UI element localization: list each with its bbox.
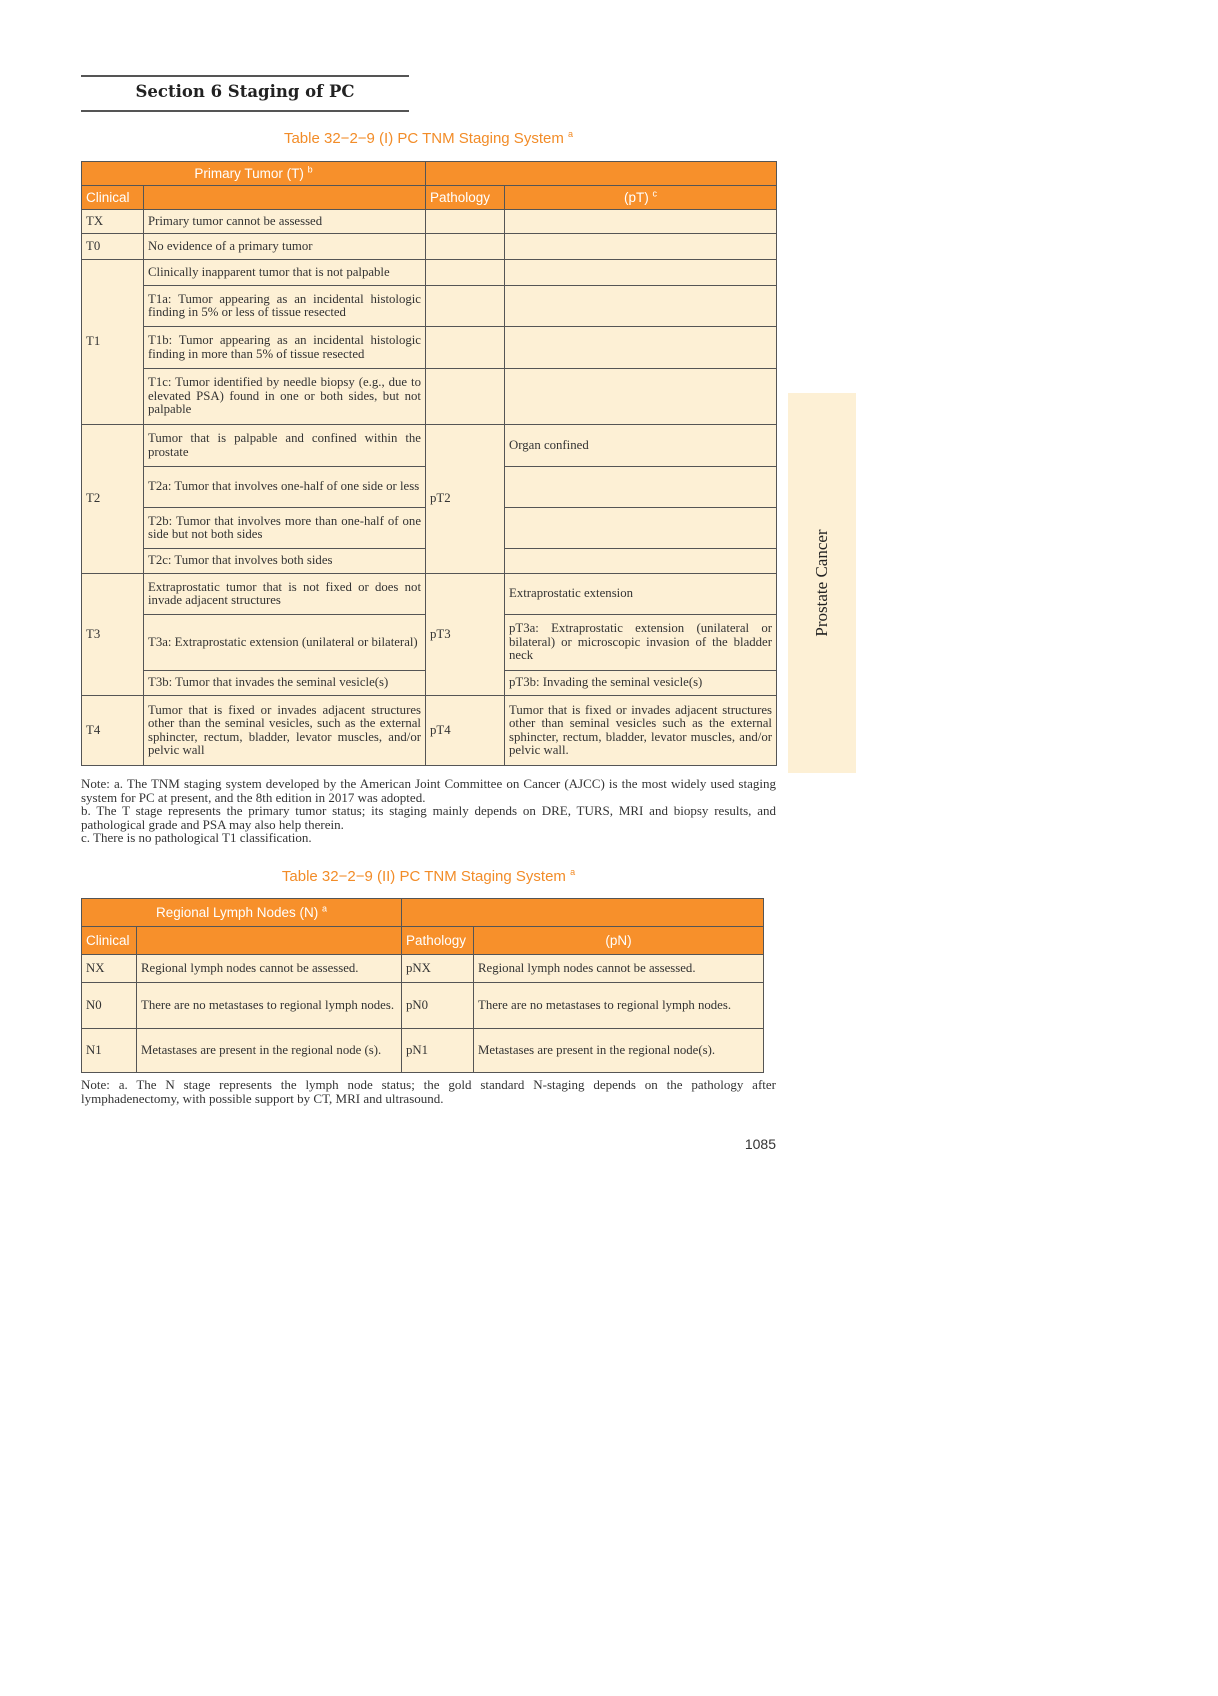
empty-cell	[505, 234, 777, 260]
pdesc-cell: pT3a: Extraprostatic extension (unilateral or bilateral) or microscopic invasion of the bladder neck	[505, 615, 777, 671]
table2-col-pn: (pN)	[474, 927, 764, 955]
desc-cell: T2c: Tumor that involves both sides	[144, 549, 426, 574]
empty-cell	[505, 467, 777, 508]
table1-col-clinical: Clinical	[82, 186, 144, 210]
pstage-cell: pT2	[426, 425, 505, 574]
table1-caption	[81, 130, 776, 147]
table1-caption-sup: a	[568, 129, 574, 139]
empty-cell	[505, 508, 777, 549]
table1-col-blank	[144, 186, 426, 210]
table-row	[82, 327, 777, 369]
empty-cell	[505, 549, 777, 574]
desc-cell: T1c: Tumor identified by needle biopsy (e.g., due to elevated PSA) found in one or both sides, but not palpable	[144, 369, 426, 425]
empty-cell	[426, 210, 505, 234]
note-line: c. There is no pathological T1 classification.	[81, 830, 312, 845]
desc-cell: Primary tumor cannot be assessed	[144, 210, 426, 234]
pdesc-cell: Metastases are present in the regional node(s).	[474, 1029, 764, 1073]
table2-header-top-row	[82, 899, 764, 927]
table-row	[82, 696, 777, 766]
table2-caption-sup: a	[570, 867, 576, 877]
table2-n-staging	[81, 898, 764, 1073]
chapter-side-tab-label: Prostate Cancer	[812, 529, 831, 637]
table1-col-pt: (pT) $^c$	[505, 186, 777, 210]
section-title: Section 6 Staging of PC	[135, 82, 355, 101]
desc-cell: Regional lymph nodes cannot be assessed.	[137, 955, 402, 983]
pstage-cell: pT4	[426, 696, 505, 766]
empty-cell	[505, 327, 777, 369]
table1-header-row	[82, 186, 777, 210]
pdesc-cell: Extraprostatic extension	[505, 574, 777, 615]
table-row	[82, 234, 777, 260]
table1-t-staging	[81, 161, 777, 766]
empty-cell	[426, 369, 505, 425]
table-row	[82, 260, 777, 286]
table2-header-blank	[402, 899, 764, 927]
pstage-cell: pN1	[402, 1029, 474, 1073]
desc-cell: T1a: Tumor appearing as an incidental histologic finding in 5% or less of tissue resected	[144, 286, 426, 327]
stage-cell: NX	[82, 955, 137, 983]
empty-cell	[426, 327, 505, 369]
pstage-cell: pT3	[426, 574, 505, 696]
stage-cell: T3	[82, 574, 144, 696]
table2-header-lymph-nodes: Regional Lymph Nodes (N) $^a$	[82, 899, 402, 927]
stage-cell: TX	[82, 210, 144, 234]
empty-cell	[426, 260, 505, 286]
desc-cell: Metastases are present in the regional node (s).	[137, 1029, 402, 1073]
table-row	[82, 286, 777, 327]
empty-cell	[505, 210, 777, 234]
stage-cell: T2	[82, 425, 144, 574]
desc-cell: Extraprostatic tumor that is not fixed or does not invade adjacent structures	[144, 574, 426, 615]
table1-caption-text: Table 32−2−9 (I) PC TNM Staging System	[283, 130, 564, 147]
table1-header-top-row	[82, 162, 777, 186]
pdesc-cell: Organ confined	[505, 425, 777, 467]
stage-cell: T1	[82, 260, 144, 425]
table-row	[82, 574, 777, 615]
empty-cell	[505, 260, 777, 286]
table2-header-row	[82, 927, 764, 955]
empty-cell	[505, 286, 777, 327]
page-number: 1085	[744, 1136, 776, 1152]
table-row	[82, 955, 764, 983]
table-row	[82, 210, 777, 234]
empty-cell	[426, 286, 505, 327]
note-line: b. The T stage represents the primary tumor status; its staging mainly depends on DRE, TURS, MRI and biopsy results, and pathological grade and PSA may also help therein.	[81, 803, 776, 832]
pdesc-cell: There are no metastases to regional lymph nodes.	[474, 983, 764, 1029]
table1-notes	[81, 777, 776, 845]
desc-cell: Tumor that is fixed or invades adjacent structures other than the seminal vesicles, such as the external sphincter, rectum, bladder, levator muscles, and/or pelvic wall	[144, 696, 426, 766]
table-row	[82, 1029, 764, 1073]
stage-cell: T4	[82, 696, 144, 766]
note-line: Note: a. The N stage represents the lymph node status; the gold standard N-staging depends on the pathology after lymphadenectomy, with possible support by CT, MRI and ultrasound.	[81, 1077, 776, 1106]
table2-notes	[81, 1078, 776, 1105]
table2-caption	[81, 868, 776, 885]
stage-cell: N1	[82, 1029, 137, 1073]
table2-col-blank	[137, 927, 402, 955]
table1-header-blank	[426, 162, 777, 186]
pstage-cell: pN0	[402, 983, 474, 1029]
desc-cell: T1b: Tumor appearing as an incidental histologic finding in more than 5% of tissue resected	[144, 327, 426, 369]
pstage-cell: pNX	[402, 955, 474, 983]
desc-cell: T2a: Tumor that involves one-half of one side or less	[144, 467, 426, 508]
stage-cell: T0	[82, 234, 144, 260]
table-row	[82, 369, 777, 425]
table-row	[82, 983, 764, 1029]
table1-header-primary-tumor: Primary Tumor (T) $^b$	[82, 162, 426, 186]
pdesc-cell: Tumor that is fixed or invades adjacent structures other than seminal vesicles such as the external sphincter, rectum, bladder, levator muscles, and/or pelvic wall.	[505, 696, 777, 766]
pdesc-cell: pT3b: Invading the seminal vesicle(s)	[505, 671, 777, 696]
chapter-side-tab	[788, 393, 856, 773]
desc-cell: T3b: Tumor that invades the seminal vesicle(s)	[144, 671, 426, 696]
pdesc-cell: Regional lymph nodes cannot be assessed.	[474, 955, 764, 983]
table2-col-clinical: Clinical	[82, 927, 137, 955]
table-row	[82, 425, 777, 467]
desc-cell: T3a: Extraprostatic extension (unilateral or bilateral)	[144, 615, 426, 671]
section-rule-top	[81, 75, 409, 77]
desc-cell: No evidence of a primary tumor	[144, 234, 426, 260]
table1-col-pathology: Pathology	[426, 186, 505, 210]
table2-caption-text: Table 32−2−9 (II) PC TNM Staging System	[281, 868, 566, 885]
section-rule-bottom	[81, 110, 409, 112]
desc-cell: Tumor that is palpable and confined within the prostate	[144, 425, 426, 467]
desc-cell: T2b: Tumor that involves more than one-half of one side but not both sides	[144, 508, 426, 549]
table2-col-pathology: Pathology	[402, 927, 474, 955]
stage-cell: N0	[82, 983, 137, 1029]
desc-cell: There are no metastases to regional lymph nodes.	[137, 983, 402, 1029]
note-line: Note: a. The TNM staging system developed by the American Joint Committee on Cancer (AJCC) is the most widely used staging system for PC at present, and the 8th edition in 2017 was adopted.	[81, 776, 776, 805]
empty-cell	[505, 369, 777, 425]
desc-cell: Clinically inapparent tumor that is not palpable	[144, 260, 426, 286]
empty-cell	[426, 234, 505, 260]
